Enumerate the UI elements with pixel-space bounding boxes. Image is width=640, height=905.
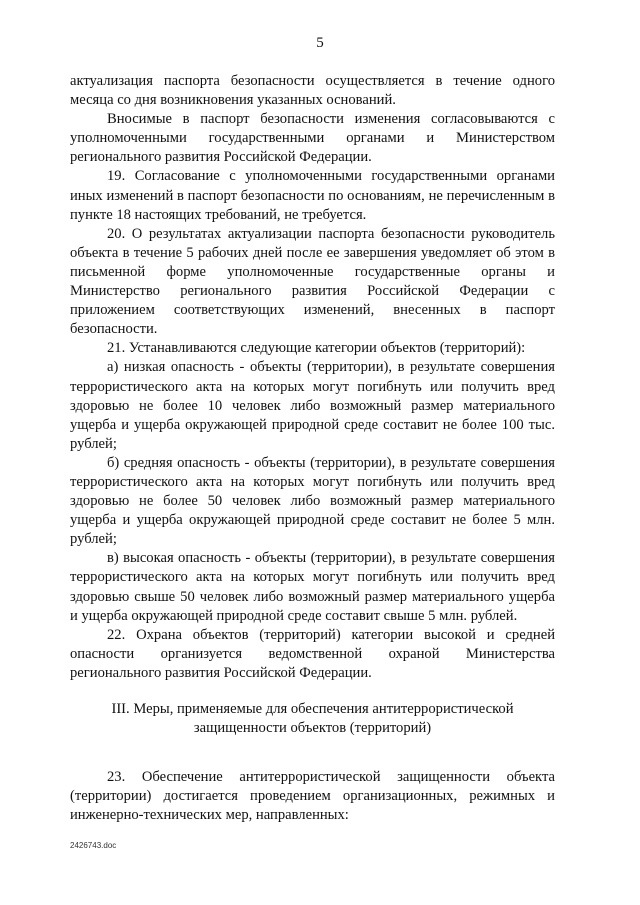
paragraph-23: 23. Обеспечение антитеррористической защищенности объекта (территории) достигается проведением организационных, режимных и инженерно-технических мер, направленных: <box>70 769 555 824</box>
section-heading <box>70 700 555 738</box>
section-heading-line2: защищенности объектов (территорий) <box>193 720 432 737</box>
paragraph-amendments: Вносимые в паспорт безопасности изменения согласовываются с уполномоченными государственными органами и Министерством регионального развития Российской Федерации. <box>70 111 555 166</box>
paragraph-20: 20. О результатах актуализации паспорта безопасности руководитель объекта в течение 5 рабочих дней после ее завершения уведомляет об этом в письменной форме уполномоченные государственные органы и Министерство регионального развития Российской Федерации с приложением соответствующих изменений, внесенных в паспорт безопасности. <box>70 225 555 338</box>
paragraph-continuation: актуализация паспорта безопасности осуществляется в течение одного месяца со дня возникновения указанных оснований. <box>70 73 555 109</box>
document-body <box>70 72 555 825</box>
page-number: 5 <box>316 35 324 51</box>
paragraph-21-a: а) низкая опасность - объекты (территории), в результате совершения террористического акта на которых могут погибнуть или получить вред здоровью не более 10 человек либо возможный размер материального ущерба и ущерба окружающей природной среде составит не более 100 тыс. рублей; <box>70 359 555 452</box>
footer-file-code: 2426743.doc <box>70 841 117 850</box>
paragraph-21-b: б) средняя опасность - объекты (территории), в результате совершения террористического акта на которых могут погибнуть или получить вред здоровью не более 50 человек либо возможный размер материального ущерба и ущерба окружающей природной среде составит не более 5 млн. рублей; <box>70 454 555 548</box>
paragraph-22: 22. Охрана объектов (территорий) категории высокой и средней опасности организуется ведомственной охраной Министерства регионального развития Российской Федерации. <box>70 626 555 681</box>
paragraph-21: 21. Устанавливаются следующие категории объектов (территорий): <box>107 340 526 357</box>
paragraph-21-v: в) высокая опасность - объекты (территории), в результате совершения террористического акта на которых могут погибнуть или получить вред здоровью свыше 50 человек либо возможный размер материального ущерба и ущерба окружающей природной среде составит свыше 5 млн. рублей. <box>70 550 555 624</box>
paragraph-19: 19. Согласование с уполномоченными государственными органами иных изменений в паспорт безопасности по основаниям, не перечисленным в пункте 18 настоящих требований, не требуется. <box>70 168 555 223</box>
section-heading-line1: III. Меры, применяемые для обеспечения антитеррористической <box>111 701 514 717</box>
